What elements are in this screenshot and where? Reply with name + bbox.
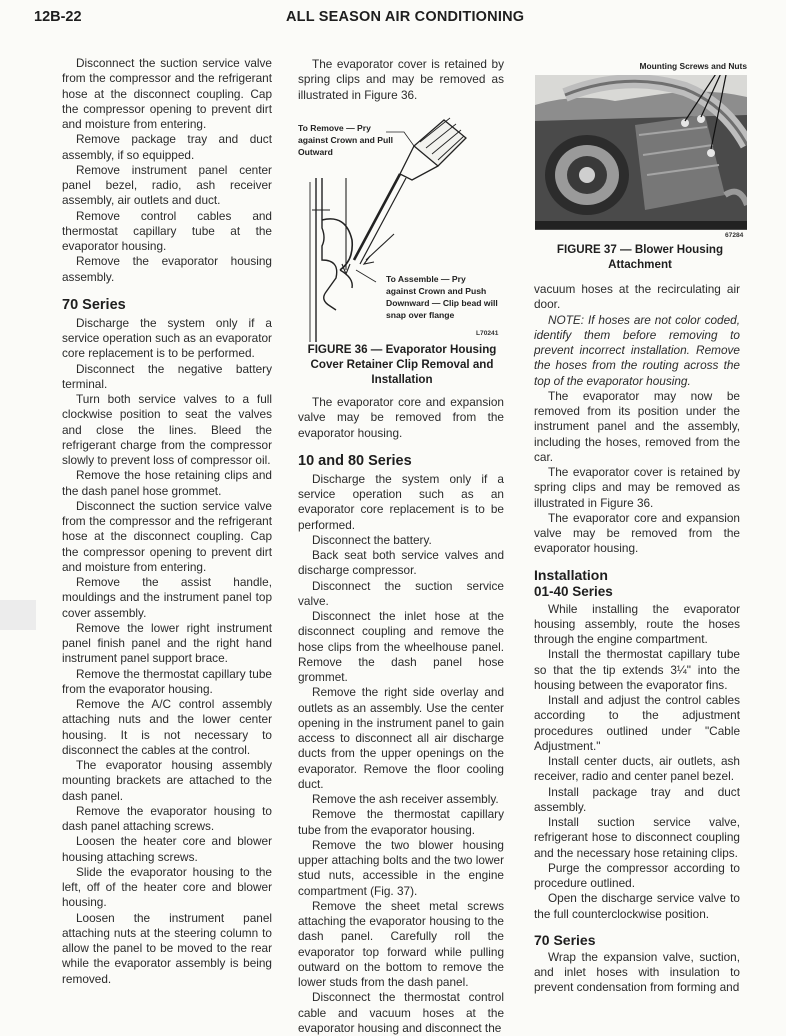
paragraph: Remove the right side overlay and outlets as an assembly. Use the center opening in the instrument panel to gain access to disconnect all air discharge ducts from the upper openings on the evaporator. Remove the floor cooling duct. [298,685,504,791]
paragraph: Discharge the system only if a service operation such as an evaporator core replacement is to be performed. [298,471,504,532]
page-number: 12B-22 [34,9,82,25]
paragraph: The evaporator cover is retained by spring clips and may be removed as illustrated in Figure 36. [534,465,740,510]
pointer-arrows [535,75,747,230]
paragraph: Remove package tray and duct assembly, if so equipped. [62,132,272,162]
paragraph: Remove the A/C control assembly attaching nuts and the lower center housing. It is not necessary to disconnect the cables at the control. [62,697,272,757]
paragraph: Remove the evaporator housing assembly. [62,254,272,284]
paragraph: Slide the evaporator housing to the left, off of the heater core and blower housing. [62,864,272,910]
column-middle-continued [298,395,504,1036]
paragraph: Remove control cables and thermostat capillary tube at the evaporator housing. [62,208,272,253]
blower-housing-photo [535,75,747,230]
paragraph: Remove the thermostat capillary tube from the evaporator housing. [298,807,504,837]
paragraph: Install suction service valve, refrigerant hose to disconnect coupling and the necessary hose retaining clips. [534,815,740,860]
paragraph: Remove the hose retaining clips and the dash panel hose grommet. [62,468,272,498]
section-heading-70-series: 70 Series [62,296,126,313]
paragraph: Loosen the heater core and blower housing attaching screws. [62,834,272,864]
paragraph: Remove instrument panel center panel bezel, radio, ash receiver assembly, air outlets and duct. [62,162,272,208]
paragraph: vacuum hoses at the recirculating air door. [534,282,740,312]
running-head-title: ALL SEASON AIR CONDITIONING [286,9,525,25]
margin-tab-mark [0,600,36,630]
paragraph: Install center ducts, air outlets, ash receiver, radio and center panel bezel. [534,754,740,784]
column-middle [298,57,504,103]
paragraph: While installing the evaporator housing assembly, route the hoses through the engine compartment. [534,601,740,646]
paragraph: Open the discharge service valve to the full counterclockwise position. [534,891,740,921]
paragraph: Remove the assist handle, mouldings and the instrument panel top cover assembly. [62,575,272,620]
paragraph: Remove the two blower housing upper attaching bolts and the two lower stud nuts, accessible in the engine compartment (Fig. 37). [298,837,504,898]
paragraph: The evaporator cover is retained by spring clips and may be removed as illustrated in Figure 36. [298,57,504,102]
section-heading-70-series-installation: 70 Series [534,931,596,948]
paragraph: Install and adjust the control cables according to the adjustment procedures outlined under "Cable Adjustment." [534,693,740,753]
column-right [534,282,740,996]
paragraph: The evaporator housing assembly mounting brackets are attached to the dash panel. [62,758,272,803]
paragraph: Disconnect the battery. [312,532,432,547]
paragraph: Back seat both service valves and discharge compressor. [298,548,504,578]
paragraph: Discharge the system only if a service operation such as an evaporator core replacement is to be performed. [62,315,272,361]
paragraph: Remove the sheet metal screws attaching the evaporator housing to the dash panel. Carefully roll the evaporator top forward while pulling outward on the bottom to remove the lower studs from the dash panel. [298,898,504,989]
paragraph: Disconnect the suction service valve from the compressor and the refrigerant hose at the disconnect coupling. Cap the compressor opening to prevent dirt and moisture from entering. [62,56,272,131]
section-heading-10-80-series: 10 and 80 Series [298,452,412,469]
figure-label-mounting-screws: Mounting Screws and Nuts [639,61,747,71]
paragraph: Turn both service valves to a full clockwise position to seat the valves and close the lines. Bleed the refrigerant charge from the compressor slowly to prevent loss of compressor oil. [62,392,272,467]
paragraph: Remove the evaporator housing to dash panel attaching screws. [62,803,272,833]
paragraph: Purge the compressor according to procedure outlined. [534,860,740,890]
paragraph: Disconnect the suction service valve from the compressor and the refrigerant hose at the disconnect coupling. Cap the compressor opening to prevent dirt and moisture from entering. [62,498,272,574]
figure-36-caption: FIGURE 36 — Evaporator Housing Cover Retainer Clip Removal and Installation [307,343,497,386]
figure-label-to-remove: To Remove — Pry against Crown and Pull Outward [298,123,394,157]
figure-37 [535,60,749,242]
figure-37-caption: FIGURE 37 — Blower Housing Attachment [556,243,724,271]
paragraph: Install the thermostat capillary tube so that the tip extends 3¼" into the housing between the evaporator fins. [534,647,740,692]
paragraph: Remove the lower right instrument panel finish panel and the right hand instrument panel support brace. [62,620,272,666]
note-paragraph: NOTE: If hoses are not color coded, identify them before removing to prevent incorrect installation. Remove the hoses from the routing across the top of the evaporator housing. [534,312,740,388]
paragraph: Loosen the instrument panel attaching nuts at the steering column to allow the panel to be moved to the rear while the evaporator assembly is being removed. [62,910,272,986]
paragraph: Disconnect the inlet hose at the disconnect coupling and remove the hose clips from the wheelhouse panel. Remove the dash panel hose grommet. [298,609,504,684]
paragraph: Disconnect the negative battery terminal. [62,361,272,391]
paragraph: Disconnect the suction service valve. [298,578,504,608]
paragraph: Wrap the expansion valve, suction, and inlet hoses with insulation to prevent condensation from forming and [534,949,740,995]
column-left [62,56,272,987]
paragraph: The evaporator core and expansion valve may be removed from the evaporator housing. [298,395,504,440]
paragraph: The evaporator may now be removed from its position under the instrument panel and the assembly, including the hoses, removed from the car. [534,388,740,464]
paragraph: The evaporator core and expansion valve may be removed from the evaporator housing. [534,510,740,556]
figure-code: 67284 [725,232,744,239]
figure-code: L70241 [476,330,499,337]
paragraph: Install package tray and duct assembly. [534,784,740,814]
subheading-01-40-series: 01-40 Series [534,583,613,599]
paragraph: Remove the ash receiver assembly. [312,792,499,806]
paragraph: Disconnect the thermostat control cable and vacuum hoses at the evaporator housing and disconnect the [298,990,504,1035]
paragraph: Remove the thermostat capillary tube from the evaporator housing. [62,666,272,696]
figure-36 [296,110,506,342]
figure-label-to-assemble: To Assemble — Pry against Crown and Push Downward — Clip bead will snap over flange [386,274,498,320]
section-heading-installation: Installation [534,566,608,583]
